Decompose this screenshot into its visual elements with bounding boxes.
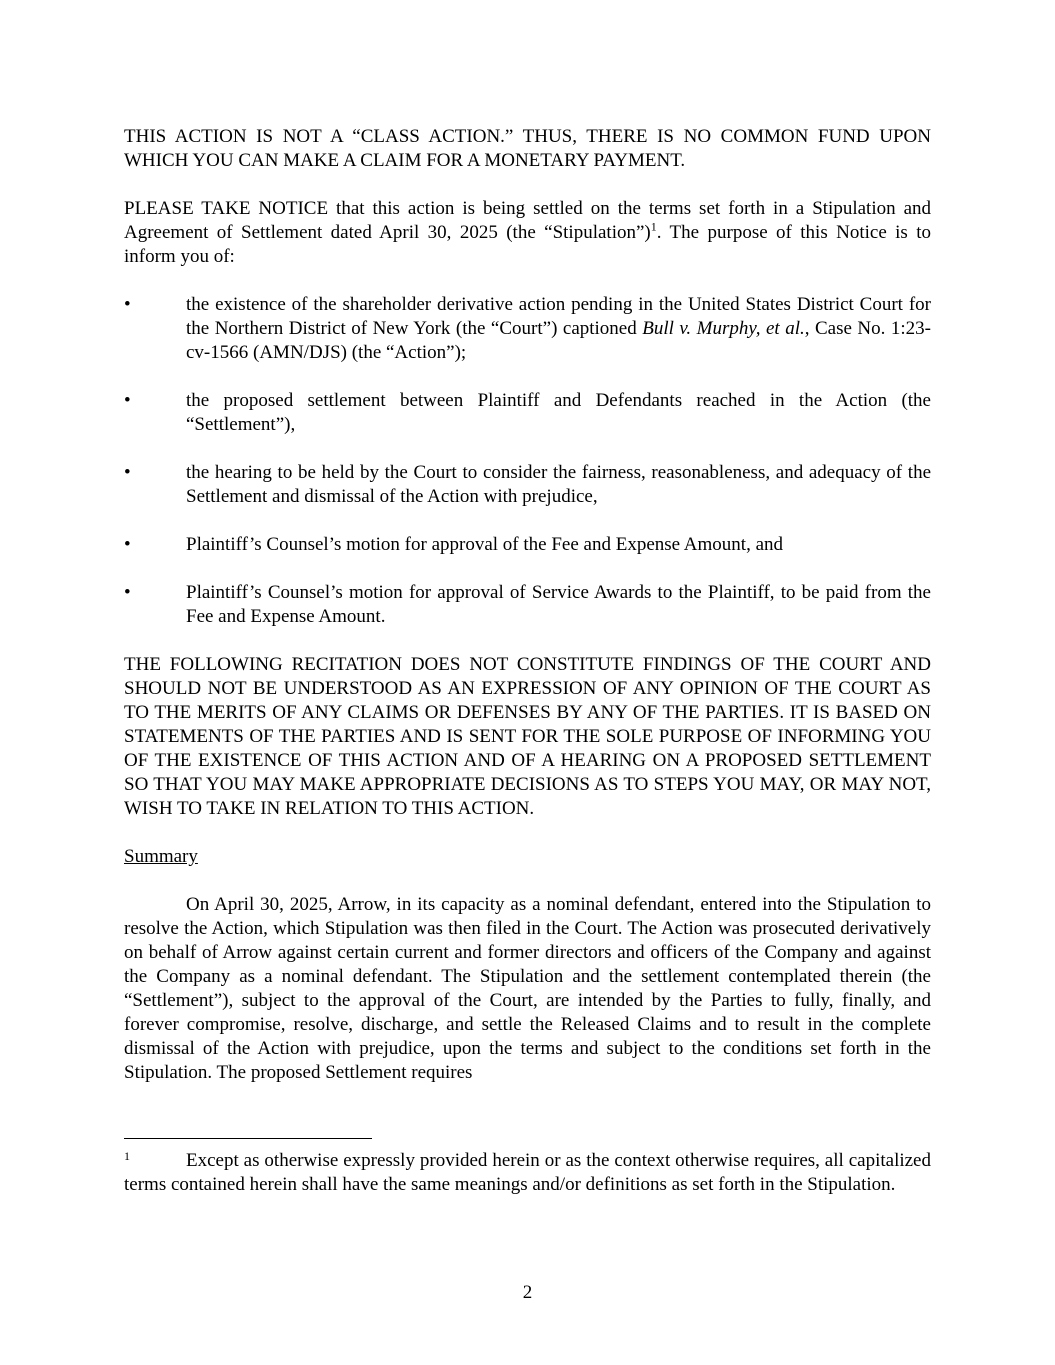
list-item-text-part: , Case No. 1:23-cv-1566 (AMN/DJS) (the “Action”); — [186, 318, 931, 363]
class-action-notice: THIS ACTION IS NOT A “CLASS ACTION.” THUS, THERE IS NO COMMON FUND UPON WHICH YOU CAN MAKE A CLAIM FOR A MONETARY PAYMENT. — [124, 126, 931, 171]
intro-text: PLEASE TAKE NOTICE that this action is being settled on the terms set forth in a Stipulation and Agreement of Settlement dated April 30, 2025 (the “Stipulation”) — [124, 198, 931, 243]
list-item-text-part: the existence of the shareholder derivative action pending in the United States District Court for the Northern District of New York (the “Court”) captioned — [186, 294, 931, 339]
list-item — [124, 461, 931, 509]
intro-text-end: . The purpose of this Notice is to inform you of: — [124, 222, 931, 267]
footnote-number: 1 — [124, 1149, 130, 1163]
footnote — [124, 1149, 931, 1197]
list-item — [124, 293, 931, 365]
case-caption: Bull v. Murphy, et al. — [642, 318, 805, 339]
summary-paragraph: On April 30, 2025, Arrow, in its capacity as a nominal defendant, entered into the Stipulation to resolve the Action, which Stipulation was then filed in the Court. The Action was prosecuted derivatively on behalf of Arrow against certain current and former directors and officers of the Company and against the Company as a nominal defendant. The Stipulation and the settlement contemplated therein (the “Settlement”), subject to the approval of the Court, are intended by the Parties to fully, finally, and forever compromise, resolve, discharge, and settle the Released Claims and to result in the complete dismissal of the Action with prejudice, upon the terms and subject to the conditions set forth in the Stipulation. The proposed Settlement requires — [124, 894, 931, 1083]
list-item-text: the proposed settlement between Plaintiff and Defendants reached in the Action (the “Settlement”), — [186, 390, 931, 435]
list-item-text: Plaintiff’s Counsel’s motion for approval of the Fee and Expense Amount, and — [186, 534, 783, 555]
recitation-disclaimer: THE FOLLOWING RECITATION DOES NOT CONSTITUTE FINDINGS OF THE COURT AND SHOULD NOT BE UNDERSTOOD AS AN EXPRESSION OF ANY OPINION OF THE COURT AS TO THE MERITS OF ANY CLAIMS OR DEFENSES BY ANY OF THE PARTIES. IT IS BASED ON STATEMENTS OF THE PARTIES AND IS SENT FOR THE SOLE PURPOSE OF INFORMING YOU OF THE EXISTENCE OF THIS ACTION AND OF A HEARING ON A PROPOSED SETTLEMENT SO THAT YOU MAY MAKE APPROPRIATE DECISIONS AS TO STEPS YOU MAY, OR MAY NOT, WISH TO TAKE IN RELATION TO THIS ACTION. — [124, 654, 931, 819]
bullet-marker: • — [124, 582, 131, 603]
bullet-marker: • — [124, 462, 131, 483]
list-item-text: the hearing to be held by the Court to consider the fairness, reasonableness, and adequacy of the Settlement and dismissal of the Action with prejudice, — [186, 462, 931, 507]
document-body — [124, 125, 931, 1085]
notice-topics-list — [124, 293, 931, 629]
footnote-text: Except as otherwise expressly provided herein or as the context otherwise requires, all capitalized terms contained herein shall have the same meanings and/or definitions as set forth in the Stipulation. — [124, 1150, 931, 1195]
list-item — [124, 533, 931, 557]
list-item — [124, 581, 931, 629]
page-number: 2 — [522, 1282, 533, 1303]
list-item-text — [186, 293, 931, 365]
list-item — [124, 389, 931, 437]
footnote-separator — [124, 1138, 372, 1139]
bullet-marker: • — [124, 390, 131, 411]
intro-paragraph — [124, 197, 931, 269]
footnote-reference[interactable]: 1 — [650, 219, 657, 234]
bullet-marker: • — [124, 294, 131, 315]
section-heading-summary: Summary — [124, 846, 198, 867]
bullet-marker: • — [124, 534, 131, 555]
list-item-text: Plaintiff’s Counsel’s motion for approval of Service Awards to the Plaintiff, to be paid from the Fee and Expense Amount. — [186, 582, 931, 627]
